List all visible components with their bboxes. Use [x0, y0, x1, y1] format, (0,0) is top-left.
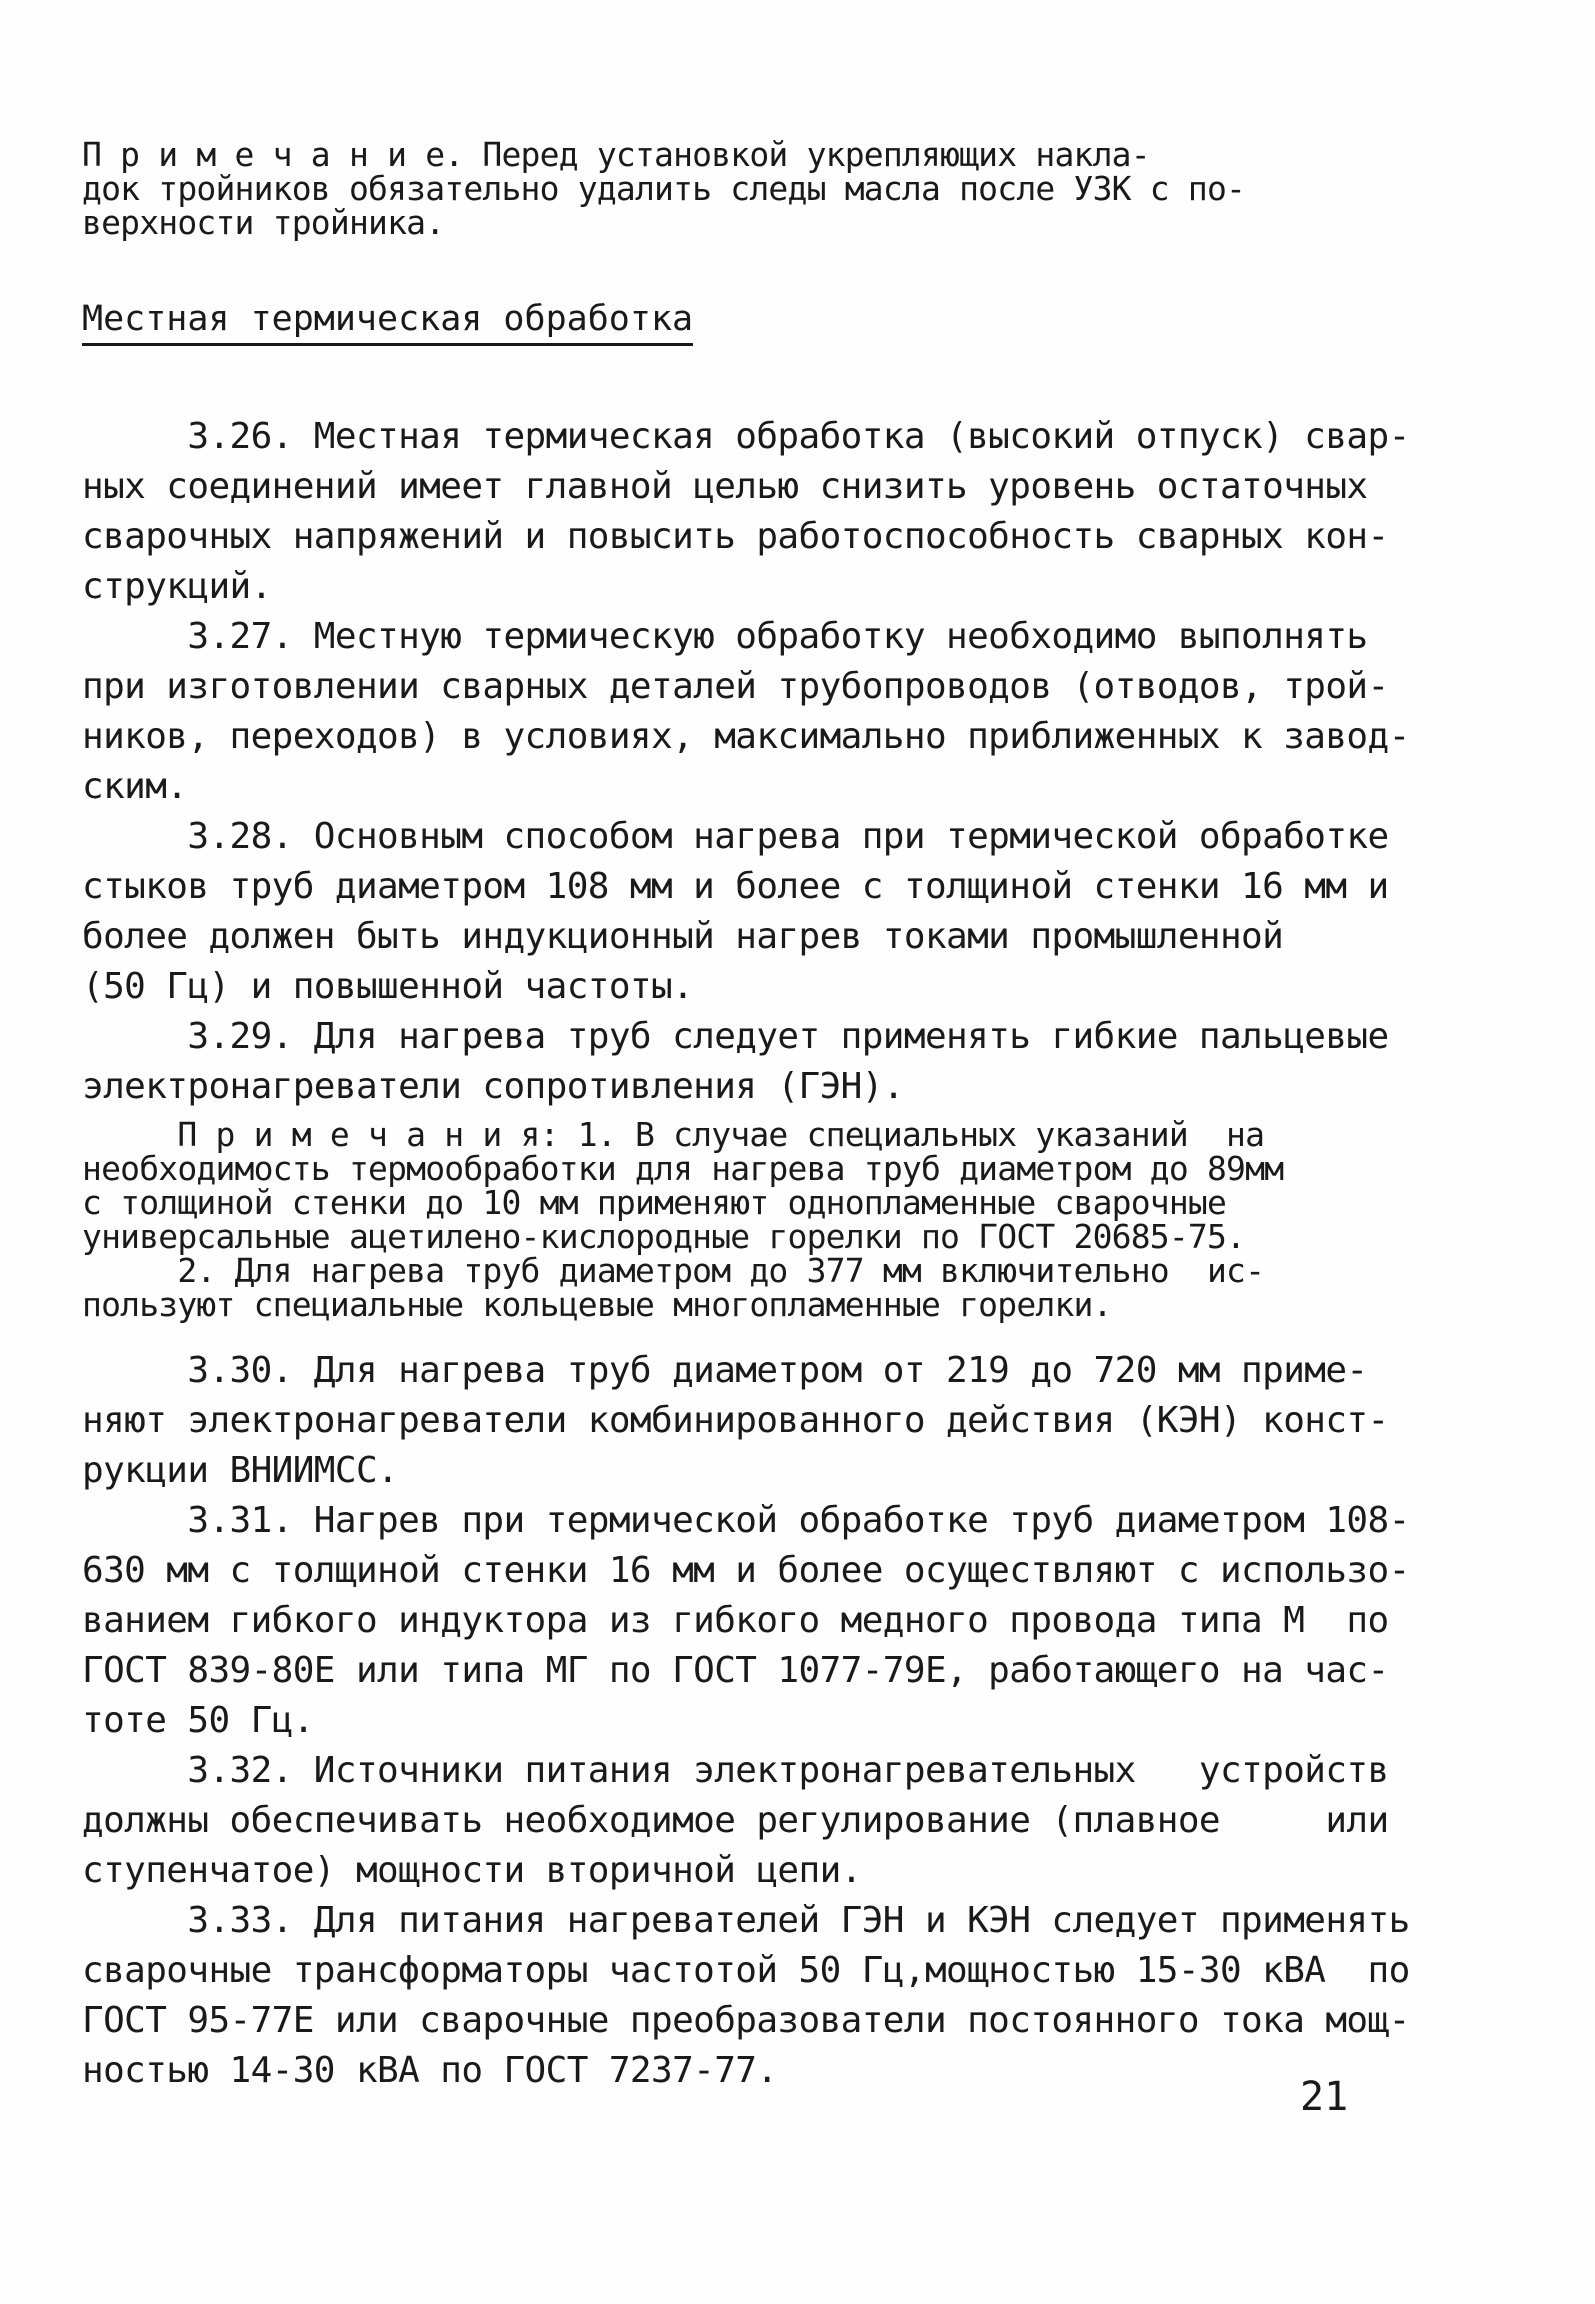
paragraph-line: 3.29. Для нагрева труб следует применять гибкие пальцевые: [82, 1016, 1389, 1057]
paragraph-line: ступенчатое) мощности вторичной цепи.: [82, 1850, 862, 1891]
paragraph-line: 3.32. Источники питания электронагревательных устройств: [82, 1750, 1389, 1791]
paragraph-line: должны обеспечивать необходимое регулирование (плавное или: [82, 1800, 1389, 1841]
note-line: верхности тройника.: [82, 203, 445, 242]
paragraph-line: струкций.: [82, 566, 272, 607]
paragraph-line: рукции ВНИИМСС.: [82, 1450, 399, 1491]
paragraph-line: 3.26. Местная термическая обработка (высокий отпуск) свар-: [82, 416, 1410, 457]
section-heading: Местная термическая обработка: [82, 297, 693, 346]
paragraph-line: электронагреватели сопротивления (ГЭН).: [82, 1066, 904, 1107]
paragraph-line: 3.31. Нагрев при термической обработке труб диаметром 108-: [82, 1500, 1410, 1541]
note-line: 2. Для нагрева труб диаметром до 377 мм включительно ис-: [82, 1251, 1265, 1290]
note-line: П р и м е ч а н и е. Перед установкой укрепляющих накла-: [82, 135, 1150, 174]
note-line: пользуют специальные кольцевые многопламенные горелки.: [82, 1285, 1112, 1324]
page-number: 21: [1300, 2074, 1349, 2120]
note-line: с толщиной стенки до 10 мм применяют однопламенные сварочные: [82, 1183, 1227, 1222]
paragraph-line: няют электронагреватели комбинированного действия (КЭН) конст-: [82, 1400, 1389, 1441]
note-line: необходимость термообработки для нагрева труб диаметром до 89мм: [82, 1149, 1284, 1188]
paragraph-line: 630 мм с толщиной стенки 16 мм и более осуществляют с использо-: [82, 1550, 1410, 1591]
note-line: док тройников обязательно удалить следы масла после УЗК с по-: [82, 169, 1246, 208]
paragraph-line: сварочные трансформаторы частотой 50 Гц,мощностью 15-30 кВА по: [82, 1950, 1410, 1991]
paragraph-line: ским.: [82, 766, 188, 807]
paragraph-line: более должен быть индукционный нагрев токами промышленной: [82, 916, 1284, 957]
paragraph-line: ГОСТ 839-80Е или типа МГ по ГОСТ 1077-79Е, работающего на час-: [82, 1650, 1389, 1691]
note-line: универсальные ацетилено-кислородные горелки по ГОСТ 20685-75.: [82, 1217, 1246, 1256]
paragraph-line: 3.28. Основным способом нагрева при термической обработке: [82, 816, 1389, 857]
paragraph-line: 3.30. Для нагрева труб диаметром от 219 до 720 мм приме-: [82, 1350, 1368, 1391]
paragraph-line: тоте 50 Гц.: [82, 1700, 314, 1741]
paragraph-line: ностью 14-30 кВА по ГОСТ 7237-77.: [82, 2050, 778, 2091]
paragraph-line: 3.27. Местную термическую обработку необходимо выполнять: [82, 616, 1368, 657]
note-line: П р и м е ч а н и я: 1. В случае специальных указаний на: [82, 1115, 1265, 1154]
paragraph-line: ных соединений имеет главной целью снизить уровень остаточных: [82, 466, 1368, 507]
paragraph-line: сварочных напряжений и повысить работоспособность сварных кон-: [82, 516, 1389, 557]
paragraph-line: ников, переходов) в условиях, максимально приближенных к завод-: [82, 716, 1410, 757]
paragraph-line: стыков труб диаметром 108 мм и более с толщиной стенки 16 мм и: [82, 866, 1389, 907]
paragraph-line: (50 Гц) и повышенной частоты.: [82, 966, 694, 1007]
paragraph-line: при изготовлении сварных деталей трубопроводов (отводов, трой-: [82, 666, 1389, 707]
paragraph-line: ванием гибкого индуктора из гибкого медного провода типа М по: [82, 1600, 1389, 1641]
paragraph-line: ГОСТ 95-77Е или сварочные преобразователи постоянного тока мощ-: [82, 2000, 1410, 2041]
paragraph-line: 3.33. Для питания нагревателей ГЭН и КЭН следует применять: [82, 1900, 1410, 1941]
